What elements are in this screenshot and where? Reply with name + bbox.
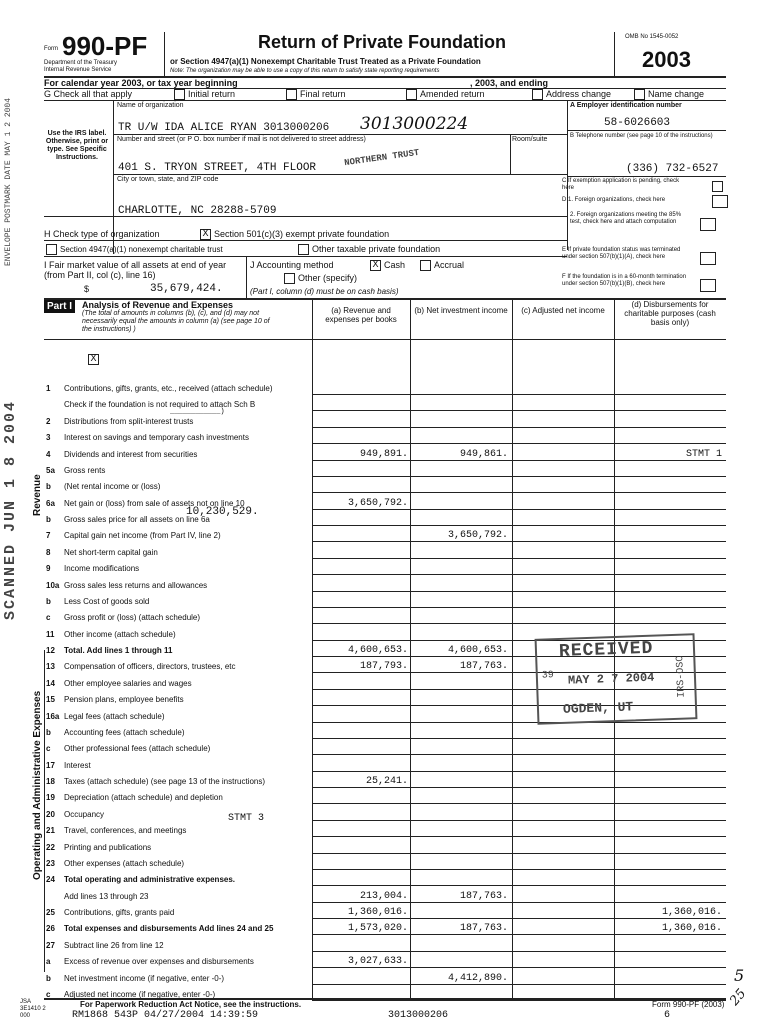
checkbox-initial-return[interactable] bbox=[174, 89, 185, 100]
fmv-value[interactable]: 35,679,424. bbox=[150, 283, 223, 295]
row-rule bbox=[312, 574, 726, 575]
h-label: H Check type of organization bbox=[44, 229, 160, 239]
check-address-change[interactable]: Address change bbox=[546, 89, 612, 99]
line-number: b bbox=[46, 974, 51, 983]
line-label: Taxes (attach schedule) (see page 13 of the instructions) bbox=[64, 777, 265, 786]
line-label: Gross sales price for all assets on line 6a bbox=[64, 515, 210, 524]
cash-label: Cash bbox=[384, 260, 406, 270]
col-d-value[interactable]: STMT 1 bbox=[685, 449, 722, 460]
checkbox-h-501c3[interactable]: X bbox=[200, 229, 211, 240]
row-rule bbox=[312, 885, 726, 886]
line-label: Subtract line 26 from line 12 bbox=[64, 941, 164, 950]
page-number: 6 bbox=[664, 1010, 671, 1021]
line-label: Pension plans, employee benefits bbox=[64, 695, 184, 704]
line-number: 11 bbox=[46, 630, 55, 639]
room-suite-label: Room/suite bbox=[512, 136, 548, 143]
col-a-value[interactable]: 4,600,653. bbox=[347, 645, 408, 656]
line-label: Capital gain net income (from Part IV, line 2) bbox=[64, 531, 221, 540]
line-number: 9 bbox=[46, 564, 51, 573]
row-rule bbox=[312, 410, 726, 411]
line-label: Contributions, gifts, grants, etc., received (attach schedule) bbox=[64, 384, 273, 393]
org-name-label: Name of organization bbox=[117, 102, 184, 109]
received-stamp bbox=[535, 633, 698, 725]
line-number: b bbox=[46, 515, 51, 524]
rental-paren: ____________) bbox=[170, 408, 225, 416]
street-address[interactable]: 401 S. TRYON STREET, 4TH FLOOR bbox=[118, 162, 317, 174]
line-label: Adjusted net income (if negative, enter -0-) bbox=[64, 990, 216, 999]
line-label: Compensation of officers, directors, trustees, etc bbox=[64, 662, 236, 671]
e-terminated-label: E If private foundation status was terminated under section 507(b)(1)(A), check here bbox=[562, 247, 681, 260]
line-label: Printing and publications bbox=[64, 843, 152, 852]
scanned-stamp: SCANNED JUN 1 8 2004 bbox=[2, 399, 19, 620]
row-rule bbox=[312, 836, 726, 837]
checkbox-d1[interactable] bbox=[712, 195, 728, 208]
fmv-label: I Fair market value of all assets at end of year (from Part II, col (c), line 16) bbox=[44, 260, 227, 280]
line-label: Net short-term capital gain bbox=[64, 548, 158, 557]
line-number: c bbox=[46, 990, 51, 999]
col-a-value[interactable]: 3,650,792. bbox=[347, 498, 408, 509]
dept-irs: Internal Revenue Service bbox=[44, 67, 112, 73]
row-rule bbox=[312, 476, 726, 477]
col-b-value[interactable]: 187,763. bbox=[459, 923, 508, 934]
row-rule bbox=[312, 623, 726, 624]
street-label: Number and street (or P O. box number if mail is not delivered to street address) bbox=[117, 136, 366, 143]
checkbox-amended-return[interactable] bbox=[406, 89, 417, 100]
checkbox-final-return[interactable] bbox=[286, 89, 297, 100]
col-c-header: (c) Adjusted net income bbox=[521, 306, 605, 315]
line-label: Dividends and interest from securities bbox=[64, 450, 198, 459]
received-stamp-side: IRS-OSC bbox=[675, 655, 688, 698]
line-number: 7 bbox=[46, 531, 51, 540]
line-number: c bbox=[46, 613, 51, 622]
col-b-value[interactable]: 187,763. bbox=[459, 661, 508, 672]
line-number: 18 bbox=[46, 777, 55, 786]
account-number: 3013000206 bbox=[388, 1010, 449, 1021]
col-d-value[interactable]: 1,360,016. bbox=[661, 907, 722, 918]
line-number: 16a bbox=[46, 712, 60, 721]
line-label: Gross profit or (loss) (attach schedule) bbox=[64, 613, 201, 622]
row-rule bbox=[312, 541, 726, 542]
line-label: Other employee salaries and wages bbox=[64, 679, 192, 688]
city-label: City or town, state, and ZIP code bbox=[117, 176, 219, 183]
line-label: Legal fees (attach schedule) bbox=[64, 712, 165, 721]
line-label: Depreciation (attach schedule) and depletion bbox=[64, 793, 223, 802]
received-stamp-title: RECEIVED bbox=[558, 638, 654, 662]
row-rule bbox=[312, 984, 726, 985]
row-rule bbox=[312, 394, 726, 395]
org-name[interactable]: TR U/W IDA ALICE RYAN 3013000206 bbox=[118, 122, 330, 134]
line-number: 2 bbox=[46, 417, 51, 426]
row-rule bbox=[312, 607, 726, 608]
line-label: Travel, conferences, and meetings bbox=[64, 826, 187, 835]
line-number: 20 bbox=[46, 810, 55, 819]
part1-description: (The total of amounts in columns (b), (c), and (d) may not necessarily equal the amounts in column (a) (see page 10 of the instructions) ) bbox=[82, 310, 270, 333]
stmt3-reference: STMT 3 bbox=[228, 813, 265, 824]
h-option-501c3: Section 501(c)(3) exempt private foundation bbox=[214, 229, 390, 239]
line-number: 25 bbox=[46, 908, 55, 917]
print-timestamp: RM1868 543P 04/27/2004 14:39:59 bbox=[72, 1010, 259, 1021]
phone-value[interactable]: (336) 732-6527 bbox=[626, 163, 719, 175]
line-label: Occupancy bbox=[64, 810, 105, 819]
line-label: Other income (attach schedule) bbox=[64, 630, 176, 639]
line-label: Contributions, gifts, grants paid bbox=[64, 908, 175, 917]
checkbox-sch-b[interactable]: X bbox=[88, 354, 99, 365]
accrual-label: Accrual bbox=[434, 260, 465, 270]
line-label: (Net rental income or (loss) bbox=[64, 482, 161, 491]
line-label: Other expenses (attach schedule) bbox=[64, 859, 185, 868]
line-label: Check if the foundation is not required to attach Sch B bbox=[64, 400, 256, 409]
handwritten-mark-2: 25 bbox=[727, 986, 750, 1009]
c-pending-label: C If exemption application is pending, check here bbox=[562, 178, 680, 191]
city-state-zip[interactable]: CHARLOTTE, NC 28288-5709 bbox=[118, 205, 277, 217]
received-stamp-num: 39 bbox=[541, 670, 555, 682]
line-label: Total. Add lines 1 through 11 bbox=[64, 646, 173, 655]
gross-sales-value[interactable]: 10,230,529. bbox=[186, 506, 259, 518]
ein-label: A Employer identification number bbox=[570, 102, 682, 109]
line-label: Interest bbox=[64, 761, 91, 770]
jsa-code: JSA 3E1410 2 000 bbox=[20, 999, 46, 1019]
row-rule bbox=[312, 951, 726, 952]
row-rule bbox=[312, 443, 726, 444]
line-number: 4 bbox=[46, 450, 51, 459]
row-rule bbox=[312, 722, 726, 723]
phone-label: B Telephone number (see page 10 of the instructions) bbox=[570, 133, 713, 139]
line-number: 19 bbox=[46, 793, 55, 802]
col-a-value[interactable]: 213,004. bbox=[359, 891, 408, 902]
col-b-value[interactable]: 3,650,792. bbox=[447, 530, 508, 541]
check-amended-return[interactable]: Amended return bbox=[420, 89, 485, 99]
checkbox-cash[interactable]: X bbox=[370, 260, 381, 271]
line-number: 24 bbox=[46, 875, 55, 884]
line-number: b bbox=[46, 728, 51, 737]
line-label: Net investment income (if negative, enter -0-) bbox=[64, 974, 225, 983]
row-rule bbox=[312, 902, 726, 903]
tax-year: 2003 bbox=[642, 47, 691, 72]
use-irs-label-note: Use the IRS label. Otherwise, print or type. See Specific Instructions. bbox=[45, 130, 109, 161]
form-number: 990-PF bbox=[62, 31, 148, 61]
calendar-year-label: For calendar year 2003, or tax year beginning bbox=[44, 78, 238, 88]
line-number: 5a bbox=[46, 466, 55, 475]
col-a-value[interactable]: 187,793. bbox=[359, 661, 408, 672]
row-rule bbox=[312, 754, 726, 755]
line-number: 6a bbox=[46, 499, 55, 508]
line-label: Less Cost of goods sold bbox=[64, 597, 150, 606]
col-a-value[interactable]: 1,573,020. bbox=[347, 923, 408, 934]
received-stamp-city: OGDEN, UT bbox=[562, 699, 634, 717]
check-initial-return[interactable]: Initial return bbox=[188, 89, 236, 99]
part1-title: Analysis of Revenue and Expenses bbox=[82, 300, 234, 310]
form-subtitle: or Section 4947(a)(1) Nonexempt Charitable Trust Treated as a Private Foundation bbox=[170, 57, 481, 66]
col-a-value[interactable]: 949,891. bbox=[359, 449, 408, 460]
line-label: Interest on savings and temporary cash investments bbox=[64, 433, 249, 442]
col-b-header: (b) Net investment income bbox=[414, 306, 508, 315]
row-rule bbox=[312, 869, 726, 870]
checkbox-name-change[interactable] bbox=[634, 89, 645, 100]
checkbox-other-method[interactable] bbox=[284, 273, 295, 284]
checkbox-h-4947[interactable] bbox=[46, 244, 57, 255]
handwritten-mark-1: 5 bbox=[734, 966, 745, 985]
dept-treasury: Department of the Treasury bbox=[44, 60, 118, 66]
checkbox-c-pending[interactable] bbox=[712, 181, 723, 192]
street-stamp: NORTHERN TRUST bbox=[343, 147, 420, 169]
line-label: Total operating and administrative expenses. bbox=[64, 875, 236, 884]
revenue-section-label: Revenue bbox=[32, 474, 43, 516]
col-d-value[interactable]: 1,360,016. bbox=[661, 923, 722, 934]
line-number: a bbox=[46, 957, 51, 966]
checkbox-h-other[interactable] bbox=[298, 244, 309, 255]
form-note: Note: The organization may be able to use a copy of this return to satisfy state reporting requirements bbox=[170, 68, 440, 74]
d2-foreign-label: 2. Foreign organizations meeting the 85% test, check here and attach computation bbox=[570, 212, 682, 225]
omb-number: OMB No 1545-0052 bbox=[625, 34, 679, 40]
form-title: Return of Private Foundation bbox=[258, 32, 507, 52]
row-rule bbox=[312, 820, 726, 821]
calendar-year-ending: , 2003, and ending bbox=[470, 78, 549, 88]
check-all-label: G Check all that apply bbox=[44, 89, 133, 99]
form-reference: Form 990-PF (2003) bbox=[652, 1000, 725, 1009]
checkbox-d2[interactable] bbox=[700, 218, 716, 231]
col-a-value[interactable]: 25,241. bbox=[365, 776, 408, 787]
row-rule bbox=[312, 509, 726, 510]
row-rule bbox=[312, 803, 726, 804]
row-rule bbox=[312, 934, 726, 935]
row-rule bbox=[312, 967, 726, 968]
line-number: b bbox=[46, 482, 51, 491]
fmv-dollar: $ bbox=[84, 284, 90, 294]
col-a-value[interactable]: 3,027,633. bbox=[347, 956, 408, 967]
f-sixty-month-label: F If the foundation is in a 60-month termination under section 507(b)(1)(B), check here bbox=[562, 274, 687, 287]
line-number: 21 bbox=[46, 826, 55, 835]
line-label: Income modifications bbox=[64, 564, 140, 573]
line-number: 23 bbox=[46, 859, 55, 868]
line-number: 8 bbox=[46, 548, 51, 557]
col-b-value[interactable]: 4,412,890. bbox=[447, 973, 508, 984]
col-d-header: (d) Disbursements for charitable purposes (cash basis only) bbox=[624, 300, 716, 327]
expenses-section-label: Operating and Administrative Expenses bbox=[32, 690, 43, 880]
cash-basis-note: (Part I, column (d) must be on cash basis) bbox=[250, 287, 399, 296]
row-rule bbox=[312, 525, 726, 526]
line-number: 12 bbox=[46, 646, 55, 655]
line-number: 1 bbox=[46, 384, 51, 393]
row-rule bbox=[312, 771, 726, 772]
ein-value[interactable]: 58-6026603 bbox=[604, 117, 671, 129]
row-rule bbox=[312, 591, 726, 592]
line-number: 3 bbox=[46, 433, 51, 442]
row-rule bbox=[312, 738, 726, 739]
paperwork-notice: For Paperwork Reduction Act Notice, see the instructions. bbox=[80, 1000, 302, 1009]
line-label: Net gain or (loss) from sale of assets not on line 10 bbox=[64, 499, 245, 508]
d1-foreign-label: D 1. Foreign organizations, check here bbox=[562, 197, 666, 203]
checkbox-f[interactable] bbox=[700, 279, 716, 292]
line-label: Add lines 13 through 23 bbox=[64, 892, 149, 901]
line-label: Excess of revenue over expenses and disbursements bbox=[64, 957, 254, 966]
checkbox-accrual[interactable] bbox=[420, 260, 431, 271]
row-rule bbox=[312, 460, 726, 461]
line-number: 10a bbox=[46, 581, 60, 590]
col-a-header: (a) Revenue and expenses per books bbox=[325, 306, 397, 324]
line-label: Other professional fees (attach schedule) bbox=[64, 744, 211, 753]
line-number: 27 bbox=[46, 941, 55, 950]
line-label: Total expenses and disbursements Add lines 24 and 25 bbox=[64, 924, 274, 933]
col-b-value[interactable]: 949,861. bbox=[459, 449, 508, 460]
check-final-return[interactable]: Final return bbox=[300, 89, 346, 99]
line-number: 15 bbox=[46, 695, 55, 704]
received-stamp-date: MAY 2 7 2004 bbox=[567, 670, 655, 688]
h-option-other: Other taxable private foundation bbox=[312, 244, 441, 254]
row-rule bbox=[312, 853, 726, 854]
checkbox-address-change[interactable] bbox=[532, 89, 543, 100]
col-b-value[interactable]: 4,600,653. bbox=[447, 645, 508, 656]
row-rule bbox=[312, 427, 726, 428]
checkbox-e[interactable] bbox=[700, 252, 716, 265]
line-number: 13 bbox=[46, 662, 55, 671]
col-a-value[interactable]: 1,360,016. bbox=[347, 907, 408, 918]
line-label: Distributions from split-interest trusts bbox=[64, 417, 194, 426]
row-rule bbox=[312, 492, 726, 493]
line-label: Gross sales less returns and allowances bbox=[64, 581, 208, 590]
accounting-method-label: J Accounting method bbox=[250, 260, 334, 270]
check-name-change[interactable]: Name change bbox=[648, 89, 705, 99]
part1-tag: Part I bbox=[44, 300, 75, 313]
other-method-label: Other (specify) bbox=[298, 273, 358, 283]
form-prefix: Form bbox=[44, 46, 58, 52]
envelope-postmark-stamp: ENVELOPE POSTMARK DATE MAY 1 2 2004 bbox=[4, 97, 13, 266]
line-number: 26 bbox=[46, 924, 55, 933]
line-number: 17 bbox=[46, 761, 55, 770]
line-number: 22 bbox=[46, 843, 55, 852]
row-rule bbox=[312, 918, 726, 919]
h-option-4947: Section 4947(a)(1) nonexempt charitable trust bbox=[60, 245, 223, 254]
line-label: Gross rents bbox=[64, 466, 106, 475]
line-number: b bbox=[46, 597, 51, 606]
col-b-value[interactable]: 187,763. bbox=[459, 891, 508, 902]
line-number: 14 bbox=[46, 679, 55, 688]
row-rule bbox=[312, 787, 726, 788]
org-name-handwritten: 3013000224 bbox=[360, 114, 469, 134]
row-rule bbox=[312, 558, 726, 559]
line-label: Accounting fees (attach schedule) bbox=[64, 728, 185, 737]
line-number: c bbox=[46, 744, 51, 753]
